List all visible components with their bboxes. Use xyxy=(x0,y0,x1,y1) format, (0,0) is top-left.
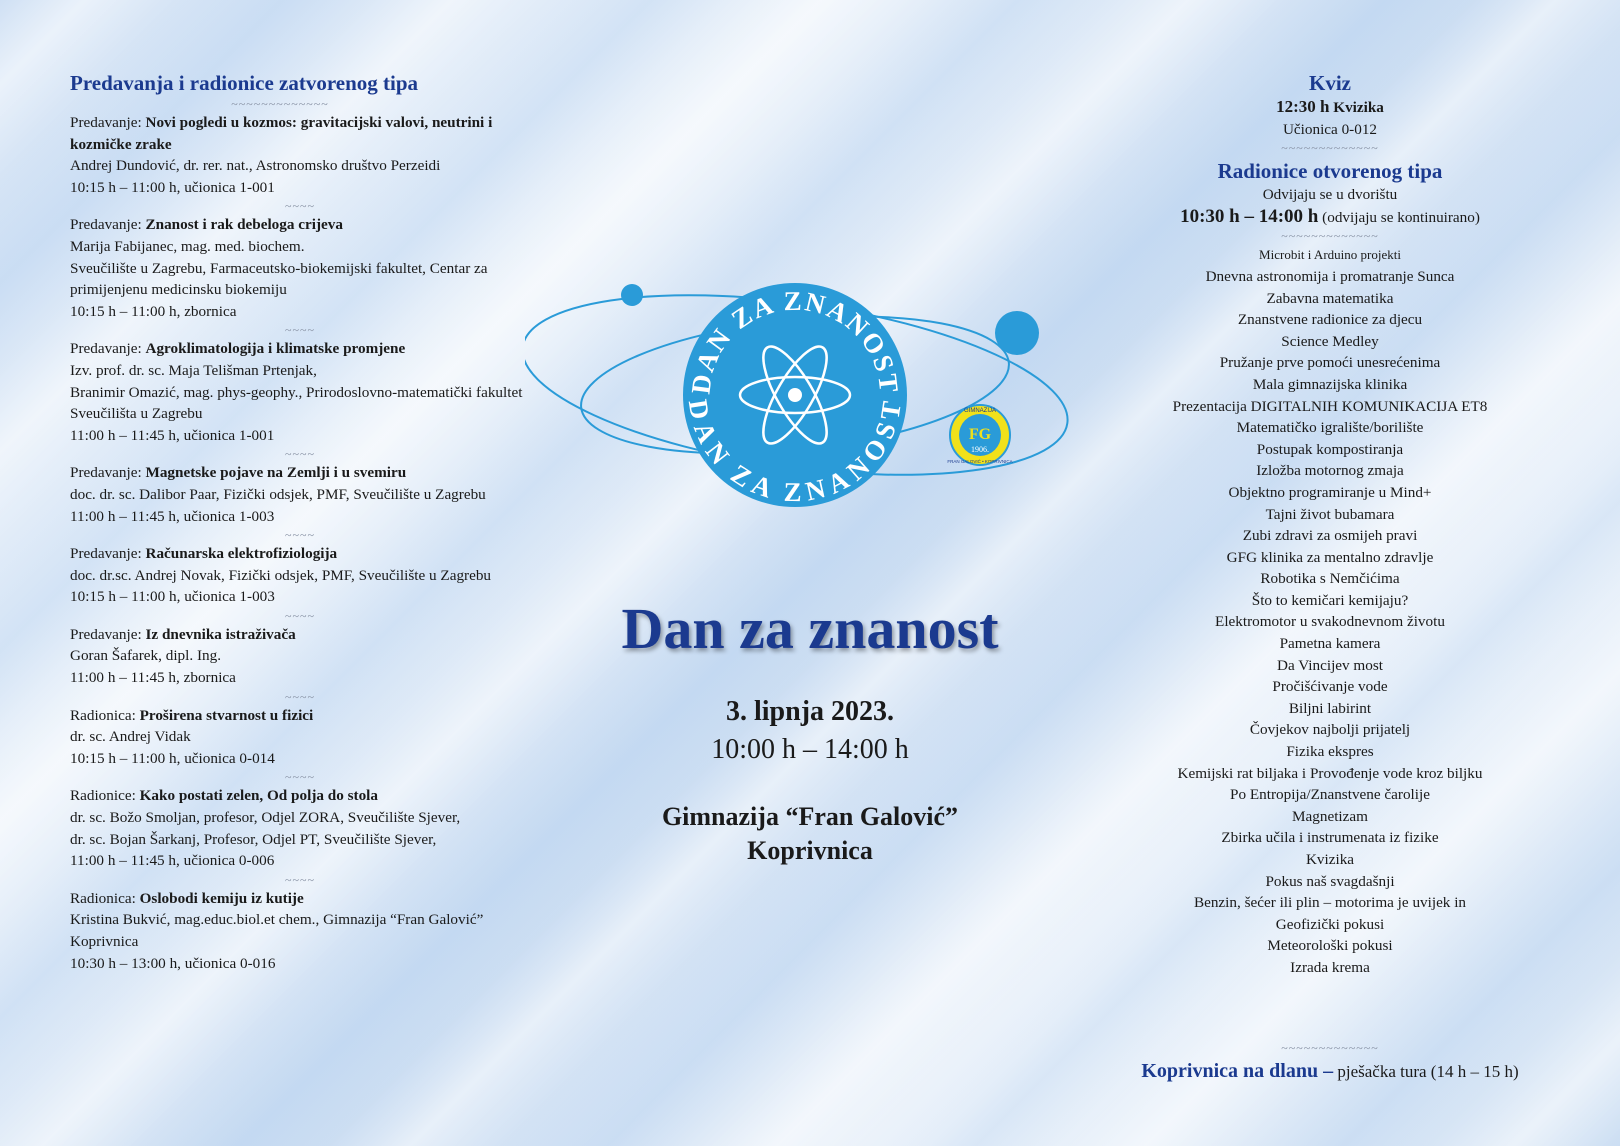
session-item xyxy=(70,888,530,974)
event-title: Dan za znanost xyxy=(621,596,999,661)
workshop-item: Kvizika xyxy=(1305,851,1355,868)
session-type: Radionica: xyxy=(70,706,140,724)
workshop-item: Prezentacija DIGITALNIH KOMUNIKACIJA ET8 xyxy=(1172,397,1488,415)
session-item xyxy=(70,705,530,770)
workshop-item: Geofizički pokusi xyxy=(1275,915,1385,933)
walking-tour-label: Koprivnica na dlanu – xyxy=(1141,1060,1334,1082)
session-list xyxy=(70,112,530,974)
workshop-item: Objektno programiranje u Mind+ xyxy=(1228,483,1432,501)
open-workshops-note: (odvijaju se kontinuirano) xyxy=(1322,208,1480,226)
workshop-item: Pružanje prve pomoći unesrećenima xyxy=(1219,354,1441,372)
workshop-item: Čovjekov najbolji prijatelj xyxy=(1249,721,1411,739)
workshop-item: Pametna kamera xyxy=(1279,635,1381,653)
divider: ~~~~ xyxy=(285,770,315,785)
workshop-item: Science Medley xyxy=(1281,332,1379,350)
session-type: Predavanje: xyxy=(70,464,146,482)
session-type: Predavanje: xyxy=(70,545,146,563)
session-type: Predavanje: xyxy=(70,114,146,131)
open-workshops-location: Odvijaju se u dvorištu xyxy=(1262,186,1398,204)
divider: ~~~~ xyxy=(285,608,315,623)
workshop-item: Izrada krema xyxy=(1290,958,1370,976)
session-detail: 10:15 h – 11:00 h, učionica 1-001 xyxy=(70,178,275,196)
session-detail: 10:15 h – 11:00 h, zbornica xyxy=(70,302,237,320)
event-venue xyxy=(540,800,1080,868)
session-title: Kako postati zelen, Od polja do stola xyxy=(139,787,378,805)
session-title: Agroklimatologija i klimatske promjene xyxy=(145,340,406,358)
session-item xyxy=(70,543,530,608)
workshop-item: Kemijski rat biljaka i Provođenje vode kroz biljku xyxy=(1177,764,1483,782)
session-detail: Marija Fabijanec, mag. med. biochem. xyxy=(70,237,305,255)
workshop-item: Što to kemičari kemijaju? xyxy=(1251,591,1409,609)
kviz-name: Kvizika xyxy=(1333,99,1384,116)
kviz-slot xyxy=(1130,96,1530,119)
session-detail: Sveučilište u Zagrebu, Farmaceutsko-biokemijski fakultet, Centar za primijenjenu medicinsku biokemiju xyxy=(70,259,488,299)
workshop-item: Zbirka učila i instrumenata iz fizike xyxy=(1221,829,1439,847)
event-date: 3. lipnja 2023. xyxy=(725,696,895,727)
session-detail: dr. sc. Andrej Vidak xyxy=(70,728,191,746)
event-info xyxy=(540,250,1080,868)
session-title: Računarska elektrofiziologija xyxy=(145,545,338,563)
workshop-item: GFG klinika za mentalno zdravlje xyxy=(1226,548,1434,566)
workshop-item: Matematičko igralište/borilište xyxy=(1236,419,1424,437)
workshop-item: Magnetizam xyxy=(1292,807,1368,825)
session-detail: Andrej Dundović, dr. rer. nat., Astronomsko društvo Perzeidi xyxy=(70,157,441,175)
walking-tour-time: pješačka tura (14 h – 15 h) xyxy=(1333,1062,1519,1081)
open-workshops-schedule xyxy=(1130,206,1530,229)
kviz-heading: Kviz xyxy=(1309,71,1351,95)
session-detail: 10:15 h – 11:00 h, učionica 1-003 xyxy=(70,588,275,606)
open-workshops-time: 10:30 h – 14:00 h xyxy=(1180,205,1319,227)
session-detail: dr. sc. Bojan Šarkanj, Profesor, Odjel PT, Sveučilište Sjever, xyxy=(70,830,437,848)
workshop-item: Znanstvene radionice za djecu xyxy=(1237,311,1423,329)
divider: ~~~~ xyxy=(285,872,315,887)
session-title: Oslobodi kemiju iz kutije xyxy=(139,889,304,907)
workshop-item: Meteorološki pokusi xyxy=(1267,937,1393,955)
closed-sessions-column xyxy=(70,70,530,974)
workshop-item: Zabavna matematika xyxy=(1266,289,1394,307)
workshop-list xyxy=(1130,244,1530,978)
divider: ~~~~~~~~~~~~~ xyxy=(1281,1041,1379,1055)
workshop-item: Tajni život bubamara xyxy=(1265,505,1395,523)
closed-sessions-heading: Predavanja i radionice zatvorenog tipa xyxy=(70,71,419,95)
workshop-item: Mala gimnazijska klinika xyxy=(1252,375,1408,393)
session-detail: Branimir Omazić, mag. phys-geophy., Prirodoslovno-matematički fakultet Sveučilišta u Zagrebu xyxy=(70,383,523,423)
workshop-item: Izložba motornog zmaja xyxy=(1256,462,1404,480)
session-item xyxy=(70,338,530,446)
divider: ~~~~~~~~~~~~~ xyxy=(231,97,329,111)
divider: ~~~~ xyxy=(285,323,315,338)
badge-top-text: GIMNAZIJA xyxy=(963,408,997,414)
session-detail: 11:00 h – 11:45 h, učionica 1-003 xyxy=(70,507,275,525)
session-item xyxy=(70,214,530,322)
divider: ~~~~ xyxy=(285,199,315,214)
divider: ~~~~ xyxy=(285,528,315,543)
venue-city: Koprivnica xyxy=(747,836,873,865)
venue-school: Gimnazija “Fran Galović” xyxy=(661,802,959,831)
kviz-time: 12:30 h xyxy=(1276,97,1330,116)
open-sessions-column xyxy=(1130,70,1530,979)
divider: ~~~~~~~~~~~~~ xyxy=(1281,141,1379,156)
session-detail: doc. dr.sc. Andrej Novak, Fizički odsjek, PMF, Sveučilište u Zagrebu xyxy=(70,566,492,584)
session-title: Novi pogledi u kozmos: gravitacijski valovi, neutrini i kozmičke zrake xyxy=(70,114,493,153)
session-detail: Izv. prof. dr. sc. Maja Telišman Prtenjak, xyxy=(70,361,317,379)
session-title: Iz dnevnika istraživača xyxy=(145,625,296,643)
session-type: Radionica: xyxy=(70,889,140,907)
session-detail: 10:15 h – 11:00 h, učionica 0-014 xyxy=(70,749,275,767)
workshop-item: Pročišćivanje vode xyxy=(1272,678,1388,696)
divider: ~~~~ xyxy=(285,447,315,462)
workshop-item: Benzin, šećer ili plin – motorima je uvijek in xyxy=(1193,894,1467,912)
session-type: Radionice: xyxy=(70,787,140,805)
session-type: Predavanje: xyxy=(70,625,146,643)
session-detail: dr. sc. Božo Smoljan, profesor, Odjel ZORA, Sveučilište Sjever, xyxy=(70,809,461,827)
badge-bottom-text: FRAN GALOVIĆ • KOPRIVNICA xyxy=(947,459,1013,464)
workshop-item: Da Vincijev most xyxy=(1277,656,1383,674)
workshop-item: Elektromotor u svakodnevnom životu xyxy=(1215,613,1445,631)
walking-tour xyxy=(1100,1040,1560,1083)
workshop-item: Microbit i Arduino projekti xyxy=(1259,247,1401,263)
kviz-room: Učionica 0-012 xyxy=(1282,120,1378,138)
logo-text-top: DAN ZA ZNANOST xyxy=(685,285,905,396)
session-detail: Goran Šafarek, dipl. Ing. xyxy=(70,647,221,665)
session-title: Proširena stvarnost u fizici xyxy=(139,706,314,724)
workshop-item: Zubi zdravi za osmijeh pravi xyxy=(1242,527,1418,545)
workshop-item: Fizika ekspres xyxy=(1286,743,1374,761)
session-detail: 11:00 h – 11:45 h, zbornica xyxy=(70,669,236,687)
logo-text-bottom: DAN ZA ZNANOST xyxy=(682,397,908,508)
session-item xyxy=(70,785,530,871)
divider: ~~~~ xyxy=(285,689,315,704)
session-type: Predavanje: xyxy=(70,216,146,234)
open-workshops-heading: Radionice otvorenog tipa xyxy=(1217,159,1443,184)
session-detail: doc. dr. sc. Dalibor Paar, Fizički odsjek, PMF, Sveučilište u Zagrebu xyxy=(70,485,486,503)
workshop-item: Biljni labirint xyxy=(1288,699,1372,717)
session-detail: Kristina Bukvić, mag.educ.biol.et chem., Gimnazija “Fran Galović” Koprivnica xyxy=(70,911,484,950)
badge-year: 1906. xyxy=(971,445,989,454)
badge-letters: FG xyxy=(968,426,992,443)
divider: ~~~~~~~~~~~~~ xyxy=(1281,229,1379,244)
workshop-item: Pokus naš svagdašnji xyxy=(1265,872,1395,890)
session-item xyxy=(70,112,530,198)
session-item xyxy=(70,462,530,527)
workshop-item: Po Entropija/Znanstvene čarolije xyxy=(1230,786,1430,804)
workshop-item: Postupak kompostiranja xyxy=(1256,440,1404,458)
workshop-item: Dnevna astronomija i promatranje Sunca xyxy=(1205,267,1455,285)
session-detail: 11:00 h – 11:45 h, učionica 0-006 xyxy=(70,852,275,870)
session-type: Predavanje: xyxy=(70,340,146,358)
session-detail: 10:30 h – 13:00 h, učionica 0-016 xyxy=(70,954,276,972)
session-title: Magnetske pojave na Zemlji i u svemiru xyxy=(145,464,407,482)
session-item xyxy=(70,624,530,689)
event-time: 10:00 h – 14:00 h xyxy=(711,734,909,765)
session-detail: 11:00 h – 11:45 h, učionica 1-001 xyxy=(70,426,275,444)
session-title: Znanost i rak debeloga crijeva xyxy=(145,216,343,234)
workshop-item: Robotika s Nemčićima xyxy=(1260,570,1400,588)
